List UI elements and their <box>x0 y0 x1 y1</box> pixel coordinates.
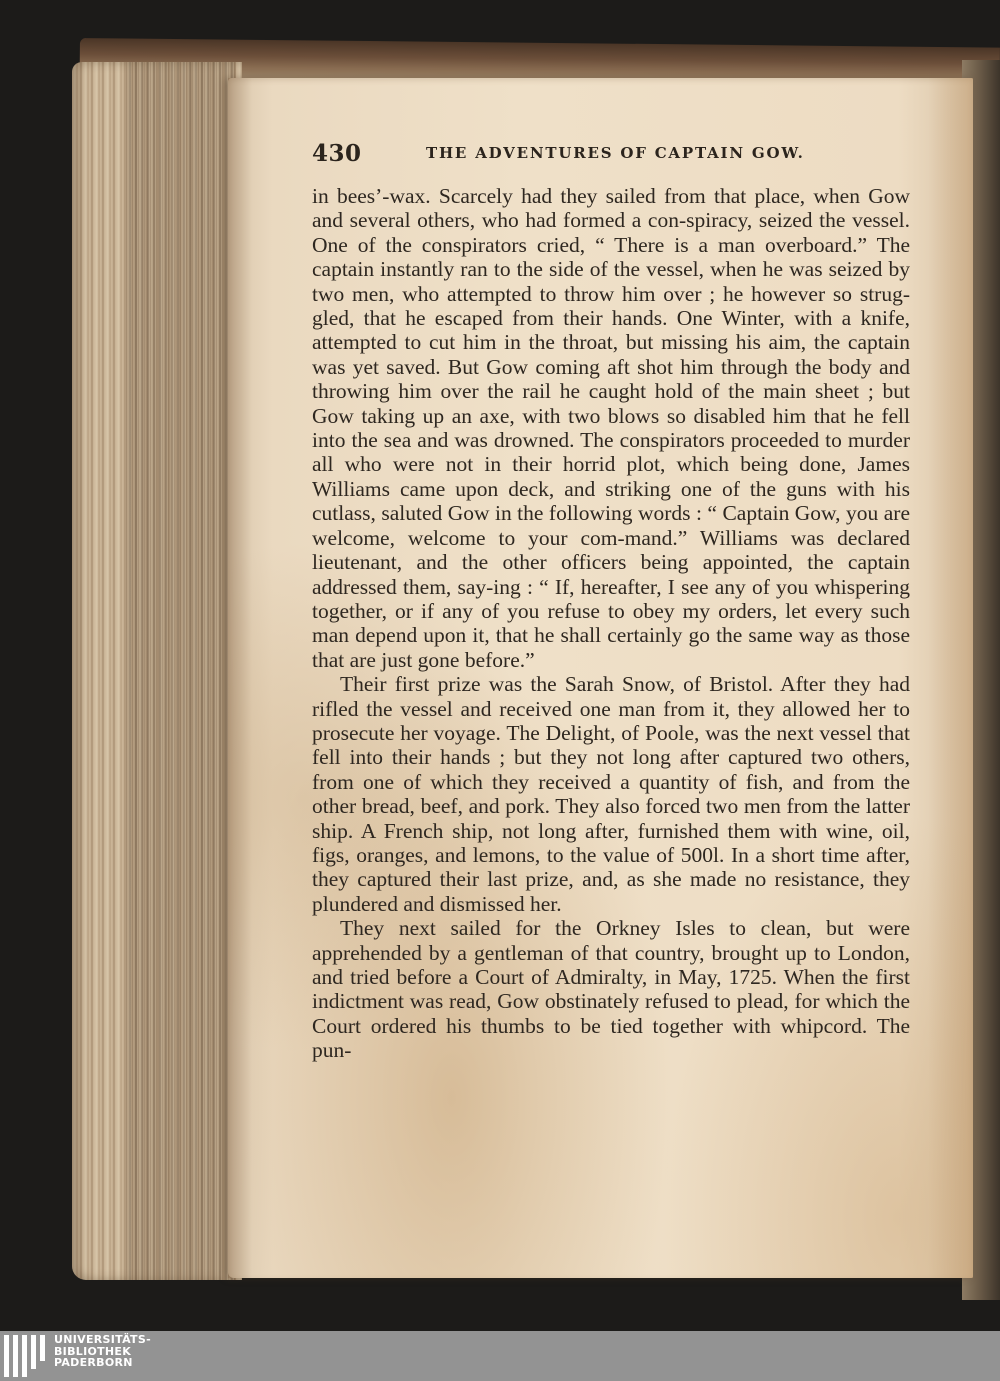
page-stain <box>928 78 973 1278</box>
library-line-2: BIBLIOTHEK <box>54 1344 132 1358</box>
body-text <box>312 184 910 1063</box>
running-title: THE ADVENTURES OF CAPTAIN GOW. <box>426 144 805 162</box>
library-name <box>54 1334 151 1369</box>
library-line-3: PADERBORN <box>54 1356 133 1369</box>
running-head <box>312 140 912 174</box>
paragraph-1: in bees’-wax. Scarcely had they sailed from that place, when Gow and several others, who had formed a con-spiracy, seized the vessel. One of the conspirators cried, “ There is a man overboard.” The captain instantly ran to the side of the vessel, when he was seized by two men, who attempted to throw him over ; he however so strug-gled, that he escaped from their hands. One Winter, with a knife, attempted to cut him in the throat, but missing his aim, the captain was yet saved. But Gow coming aft shot him through the body and throwing him over the rail he caught hold of the main sheet ; but Gow taking up an axe, with two blows so disabled him that he fell into the sea and was drowned. The conspirators proceeded to murder all who were not in their horrid plot, which being done, James Williams came upon deck, and striking one of the guns with his cutlass, saluted Gow in the following words : “ Captain Gow, you are welcome, welcome to your com-mand.” Williams was declared lieutenant, and the other officers being appointed, the captain addressed them, say-ing : “ If, hereafter, I see any of you whispering together, or if any of you refuse to obey my orders, let every such man depend upon it, that he shall certainly go the same way as those that are just gone before.” <box>312 184 910 672</box>
paragraph-3: They next sailed for the Orkney Isles to clean, but were apprehended by a gentleman of that country, brought up to London, and tried before a Court of Admiralty, in May, 1725. When the first indictment was read, Gow obstinately refused to plead, for which the Court ordered his thumbs to be tied together with whipcord. The pun- <box>312 916 910 1063</box>
page-stack-edges <box>72 62 242 1280</box>
paragraph-2: Their first prize was the Sarah Snow, of Bristol. After they had rifled the vessel and received one man from it, they allowed her to prosecute her voyage. The Delight, of Poole, was the next vessel that fell into their hands ; but they not long after captured two others, from one of which they received a quantity of fish, and from the other bread, beef, and pork. They also forced two men from the latter ship. A French ship, not long after, furnished them with wine, oil, figs, oranges, and lemons, to the value of 500l. In a short time after, they captured their last prize, and, as she made no resistance, they plundered and dismissed her. <box>312 672 910 916</box>
gutter-shadow <box>228 78 252 1278</box>
page-number: 430 <box>312 140 362 167</box>
book-page <box>228 78 973 1278</box>
library-footer-banner <box>0 1331 1000 1381</box>
library-line-1: UNIVERSITÄTS- <box>54 1333 151 1346</box>
library-logo-bars-icon <box>4 1335 44 1377</box>
